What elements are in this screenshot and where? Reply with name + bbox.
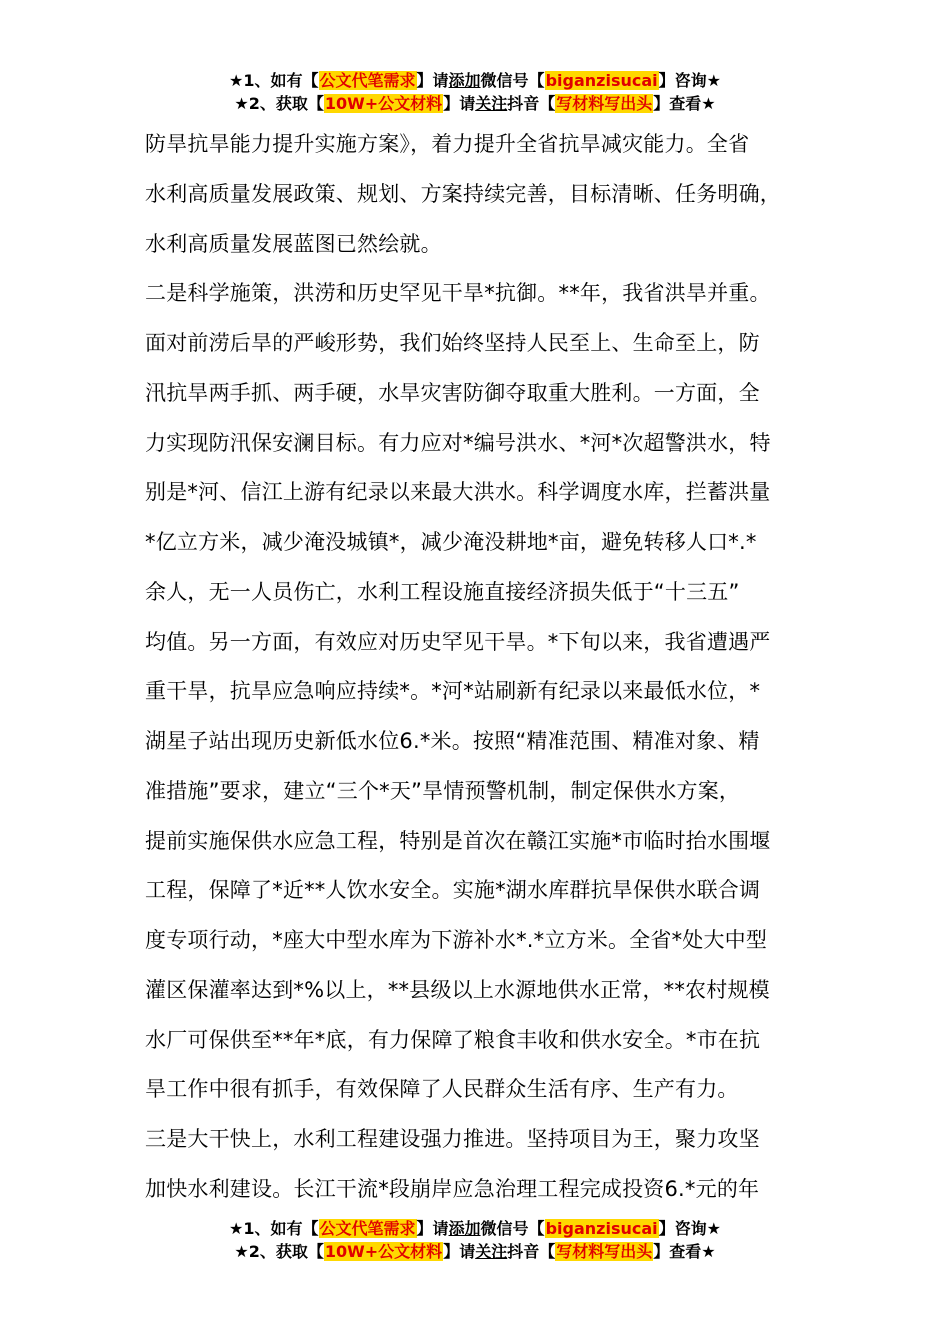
body-line: 工程，保障了*近**人饮水安全。实施*湖水库群抗旱保供水联合调 <box>145 878 761 903</box>
body-line: 汛抗旱两手抓、两手硬，水旱灾害防御夺取重大胜利。一方面，全 <box>145 380 760 405</box>
underlined-add: 添加 <box>448 71 481 90</box>
banner-text: 】请 <box>443 1242 476 1261</box>
banner-text: 1、如有【 <box>243 1219 319 1238</box>
body-line: 重干旱，抗旱应急响应持续*。*河*站刷新有纪录以来最低水位，* <box>145 679 761 704</box>
banner-text: 】咨询★ <box>658 71 721 90</box>
body-line: 别是*河、信江上游有纪录以来最大洪水。科学调度水库，拦蓄洪量 <box>145 480 771 505</box>
body-line: 灌区保灌率达到*%以上，**县级以上水源地供水正常，**农村规模 <box>145 977 770 1002</box>
body-line: 力实现防汛保安澜目标。有力应对*编号洪水、*河*次超警洪水，特 <box>145 430 771 455</box>
banner-line-2 <box>0 93 950 116</box>
star-icon: ★ <box>234 94 249 113</box>
highlight-wechat-id: biganzisucai <box>545 1219 658 1238</box>
header-banner <box>0 70 950 116</box>
banner-text: 】咨询★ <box>658 1219 721 1238</box>
banner-text: 】请 <box>443 94 476 113</box>
body-line: 准措施”要求，建立“三个*天”旱情预警机制，制定保供水方案， <box>145 778 741 803</box>
banner-text: 2、获取【 <box>248 1242 324 1261</box>
body-line: 二是科学施策，洪涝和历史罕见干旱*抗御。**年，我省洪旱并重。 <box>145 281 771 306</box>
highlight-douyin-account: 写材料写出头 <box>556 1242 653 1261</box>
star-icon: ★ <box>229 1219 244 1238</box>
underlined-follow: 关注 <box>475 1242 508 1261</box>
body-line: 加快水利建设。长江干流*段崩岸应急治理工程完成投资6.*元的年 <box>145 1176 760 1201</box>
banner-text: 】请 <box>416 1219 449 1238</box>
banner-text: 】查看★ <box>653 1242 716 1261</box>
banner-text: 2、获取【 <box>248 94 324 113</box>
banner-text: 】请 <box>416 71 449 90</box>
body-line: 水利高质量发展蓝图已然绘就。 <box>145 231 442 256</box>
body-line: 提前实施保供水应急工程，特别是首次在赣江实施*市临时抬水围堰 <box>145 828 771 853</box>
body-line: 湖星子站出现历史新低水位6.*米。按照“精准范围、精准对象、精 <box>145 729 760 753</box>
footer-banner <box>0 1218 950 1264</box>
body-line: *亿立方米，减少淹没城镇*，减少淹没耕地*亩，避免转移人口*.* <box>145 530 757 554</box>
body-line: 三是大干快上，水利工程建设强力推进。坚持项目为王，聚力攻坚 <box>145 1127 760 1151</box>
body-line: 面对前涝后旱的严峻形势，我们始终坚持人民至上、生命至上，防 <box>145 331 760 355</box>
banner-line-1 <box>0 70 950 93</box>
banner-text: 微信号【 <box>480 1219 545 1238</box>
body-line: 水利高质量发展政策、规划、方案持续完善，目标清晰、任务明确， <box>145 181 781 206</box>
banner-line-2 <box>0 1241 950 1264</box>
highlight-wechat-id: biganzisucai <box>545 71 658 90</box>
body-line: 旱工作中很有抓手，有效保障了人民群众生活有序、生产有力。 <box>145 1077 739 1102</box>
banner-text: 】查看★ <box>653 94 716 113</box>
document-body <box>145 126 835 1221</box>
banner-text: 抖音【 <box>507 94 556 113</box>
highlight-ghostwriting: 公文代笔需求 <box>319 71 416 90</box>
body-line: 防旱抗旱能力提升实施方案》，着力提升全省抗旱减灾能力。全省 <box>145 132 750 156</box>
highlight-materials: 10W+公文材料 <box>324 94 443 113</box>
banner-text: 1、如有【 <box>243 71 319 90</box>
underlined-follow: 关注 <box>475 94 508 113</box>
highlight-materials: 10W+公文材料 <box>324 1242 443 1261</box>
banner-line-1 <box>0 1218 950 1241</box>
banner-text: 抖音【 <box>507 1242 556 1261</box>
body-line: 余人，无一人员伤亡，水利工程设施直接经济损失低于“十三五” <box>145 579 740 604</box>
underlined-add: 添加 <box>448 1219 481 1238</box>
body-line: 水厂可保供至**年*底，有力保障了粮食丰收和供水安全。*市在抗 <box>145 1027 761 1052</box>
star-icon: ★ <box>234 1242 249 1261</box>
highlight-ghostwriting: 公文代笔需求 <box>319 1219 416 1238</box>
star-icon: ★ <box>229 71 244 90</box>
body-line: 度专项行动，*座大中型水库为下游补水*.*立方米。全省*处大中型 <box>145 928 768 952</box>
highlight-douyin-account: 写材料写出头 <box>556 94 653 113</box>
body-line: 均值。另一方面，有效应对历史罕见干旱。*下旬以来，我省遭遇严 <box>145 629 771 654</box>
banner-text: 微信号【 <box>480 71 545 90</box>
